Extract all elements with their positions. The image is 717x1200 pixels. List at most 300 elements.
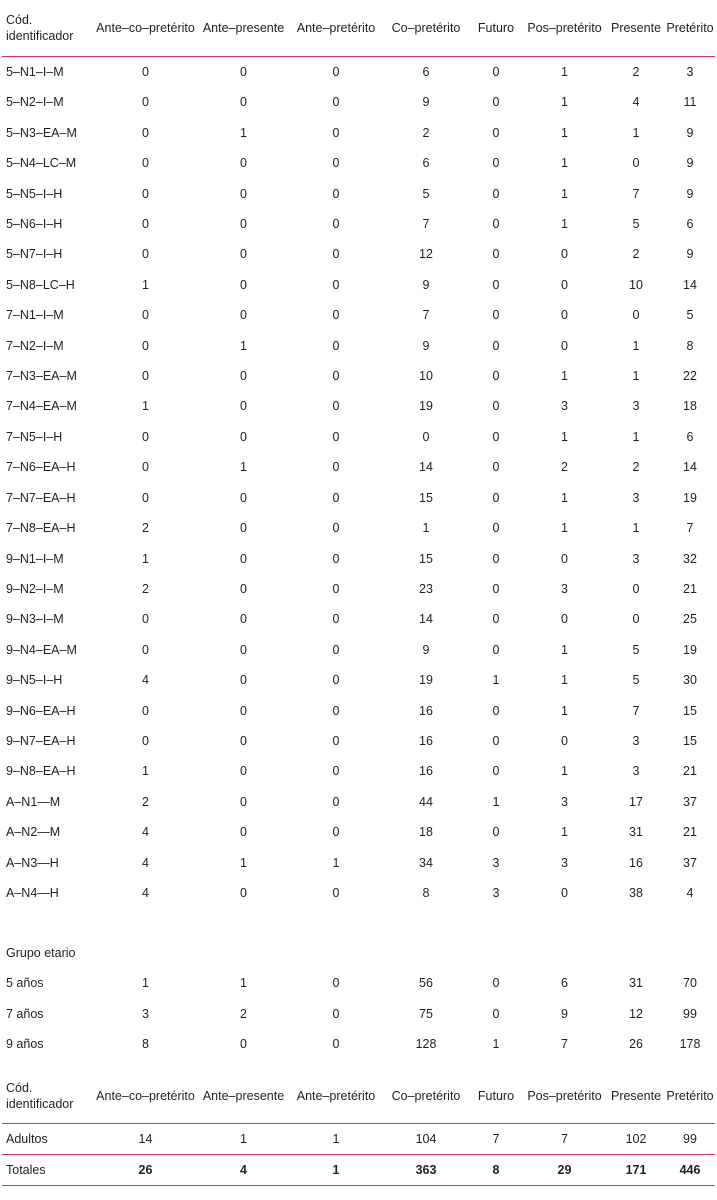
table-cell: 0 — [240, 612, 247, 627]
table-row — [2, 87, 715, 117]
table-cell: 0 — [240, 247, 247, 262]
table-cell: 99 — [683, 1006, 697, 1021]
table-cell: 0 — [240, 156, 247, 171]
table-cell: 0 — [492, 460, 500, 475]
table-cell: 7 — [561, 1037, 568, 1052]
table-cell: 0 — [240, 429, 247, 444]
table-row — [2, 878, 715, 908]
table-cell: 2 — [240, 1006, 247, 1021]
table-body — [2, 57, 715, 1060]
group-row — [2, 968, 715, 998]
row-label: A–N3—H — [6, 855, 59, 870]
table-cell: 171 — [607, 1154, 665, 1185]
table-cell: 7 — [470, 1123, 522, 1154]
table-row — [2, 270, 715, 300]
table-cell: 0 — [492, 521, 500, 536]
table-cell: 0 — [561, 277, 568, 292]
table-cell: 3 — [561, 855, 568, 870]
table-cell: 0 — [332, 885, 340, 900]
table-cell: 0 — [632, 308, 640, 323]
table-cell: 1 — [561, 703, 568, 718]
table-cell: 0 — [332, 217, 340, 232]
table-cell: 1 — [290, 1154, 382, 1185]
row-label: 9–N7–EA–H — [6, 733, 76, 748]
table-cell: 9 — [422, 95, 430, 110]
row-label: 5–N2–I–M — [6, 95, 64, 110]
table-cell: 30 — [683, 673, 697, 688]
table-cell: 26 — [94, 1154, 197, 1185]
row-label: 5–N7–I–H — [6, 247, 63, 262]
table-cell: 7 — [522, 1123, 607, 1154]
table-cell: 6 — [561, 976, 568, 991]
summary-header-row — [2, 1070, 715, 1124]
spacer-row — [2, 908, 715, 938]
table-cell: 0 — [240, 277, 247, 292]
table-cell: 6 — [686, 217, 694, 232]
table-cell: 4 — [142, 885, 149, 900]
table-cell: 0 — [332, 551, 340, 566]
table-row — [2, 118, 715, 148]
table-header-row — [2, 0, 715, 57]
col-header-pos-preterito: Pos–pretérito — [522, 0, 607, 57]
table-cell: 1 — [561, 429, 568, 444]
table-cell: 2 — [632, 247, 640, 262]
table-cell: 0 — [142, 308, 149, 323]
table-cell: 1 — [142, 764, 149, 779]
table-cell: 1 — [632, 125, 640, 140]
table-cell: 9 — [686, 125, 694, 140]
group-row — [2, 1029, 715, 1059]
table-cell: 0 — [240, 703, 247, 718]
table-cell: 0 — [240, 581, 247, 596]
table-cell: 7 — [422, 217, 430, 232]
table-cell: 37 — [683, 855, 697, 870]
table-cell: 4 — [632, 95, 640, 110]
table-cell: 1 — [561, 825, 568, 840]
table-cell: 0 — [332, 369, 340, 384]
table-cell: 3 — [632, 490, 640, 505]
table-cell: 19 — [419, 399, 433, 414]
row-label: 9 años — [6, 1037, 44, 1052]
table-cell: 14 — [419, 460, 433, 475]
table-cell: 15 — [683, 703, 697, 718]
table-cell: 0 — [332, 825, 340, 840]
table-cell: 3 — [492, 885, 500, 900]
table-cell: 0 — [240, 65, 247, 79]
table-cell: 0 — [332, 460, 340, 475]
table-cell: 0 — [561, 247, 568, 262]
row-label: 5–N1–I–M — [6, 65, 64, 79]
table-cell: 70 — [683, 976, 697, 991]
table-cell: 178 — [679, 1037, 701, 1052]
row-label: A–N2—M — [6, 825, 61, 840]
table-row — [2, 696, 715, 726]
table-row — [2, 331, 715, 361]
table-row — [2, 513, 715, 543]
table-cell: 44 — [419, 794, 433, 809]
table-cell: 0 — [240, 551, 247, 566]
col-header-ante-presente: Ante–presente — [197, 1070, 290, 1124]
table-cell: 0 — [240, 308, 247, 323]
table-cell: 1 — [561, 65, 568, 79]
table-cell: 1 — [240, 125, 247, 140]
row-label: 7–N7–EA–H — [6, 490, 76, 505]
table-cell: 0 — [492, 217, 500, 232]
row-label: A–N4—H — [6, 885, 59, 900]
table-cell: 1 — [142, 551, 149, 566]
row-label: 5–N3–EA–M — [6, 125, 77, 140]
row-label: 7 años — [6, 1006, 44, 1021]
table-cell: 0 — [332, 247, 340, 262]
table-cell: 0 — [332, 156, 340, 171]
table-cell: 2 — [142, 581, 149, 596]
table-cell: 25 — [683, 612, 697, 627]
table-cell: 14 — [419, 612, 433, 627]
group-label-row — [2, 938, 715, 968]
table-cell: 0 — [332, 338, 340, 353]
table-cell: 0 — [332, 733, 340, 748]
table-cell: 15 — [419, 490, 433, 505]
col-header-ante-preterito: Ante–pretérito — [290, 1070, 382, 1124]
table-cell: 0 — [492, 156, 500, 171]
table-cell: 9 — [561, 1006, 568, 1021]
row-label: 5–N5–I–H — [6, 186, 63, 201]
table-cell: 9 — [686, 186, 694, 201]
table-cell: 1 — [561, 95, 568, 110]
table-cell: 6 — [686, 429, 694, 444]
table-cell: 38 — [629, 885, 643, 900]
table-cell: 1 — [422, 521, 430, 536]
table-cell: 9 — [686, 156, 694, 171]
table-cell: 1 — [561, 764, 568, 779]
group-row — [2, 999, 715, 1029]
table-cell: 10 — [629, 277, 643, 292]
table-row — [2, 239, 715, 269]
table-cell: 0 — [492, 733, 500, 748]
table-cell: 5 — [686, 308, 694, 323]
table-row — [2, 483, 715, 513]
table-cell: 3 — [492, 855, 500, 870]
table-cell: 0 — [332, 125, 340, 140]
table-cell: 104 — [382, 1123, 470, 1154]
table-cell: 19 — [419, 673, 433, 688]
table-cell: 0 — [492, 308, 500, 323]
table-cell: 3 — [632, 733, 640, 748]
table-cell: 1 — [632, 429, 640, 444]
table-cell: 363 — [382, 1154, 470, 1185]
table-cell: 0 — [332, 429, 340, 444]
table-cell: 0 — [142, 460, 149, 475]
table-cell: 9 — [422, 338, 430, 353]
table-cell: 0 — [142, 429, 149, 444]
table-cell: 0 — [332, 642, 340, 657]
table-cell: 0 — [142, 247, 149, 262]
table-cell: 75 — [419, 1006, 433, 1021]
table-cell: 0 — [240, 825, 247, 840]
table-cell: 7 — [422, 308, 430, 323]
table-cell: 2 — [632, 460, 640, 475]
table-cell: 0 — [142, 65, 149, 79]
table-cell: 0 — [240, 399, 247, 414]
group-label: Grupo etario — [6, 946, 76, 961]
table-row — [2, 756, 715, 786]
table-cell: 2 — [142, 794, 149, 809]
table-cell: 21 — [683, 581, 697, 596]
table-cell: 16 — [419, 764, 433, 779]
table-cell: 31 — [629, 825, 643, 840]
table-row — [2, 57, 715, 88]
table-cell: 18 — [683, 399, 697, 414]
table-cell: 1 — [240, 855, 247, 870]
col-header-presente: Presente — [607, 0, 665, 57]
table-cell: 3 — [561, 399, 568, 414]
table-cell: 0 — [240, 642, 247, 657]
table-cell: 1 — [197, 1123, 290, 1154]
col-header-ante-co-preterito: Ante–co–pretérito — [94, 1070, 197, 1124]
summary-body — [2, 1123, 715, 1185]
table-cell: 0 — [632, 156, 640, 171]
table-row — [2, 391, 715, 421]
table-cell: 0 — [240, 217, 247, 232]
row-label: 9–N1–I–M — [6, 551, 64, 566]
table-cell: 0 — [240, 521, 247, 536]
row-label: 9–N3–I–M — [6, 612, 64, 627]
table-cell: 0 — [561, 551, 568, 566]
table-cell: 0 — [240, 764, 247, 779]
table-row — [2, 422, 715, 452]
table-cell: 0 — [332, 521, 340, 536]
table-cell: 4 — [197, 1154, 290, 1185]
table-row — [2, 361, 715, 391]
table-cell: 12 — [629, 1006, 643, 1021]
table-cell: 19 — [683, 490, 697, 505]
table-cell: 10 — [419, 369, 433, 384]
table-cell: 0 — [632, 581, 640, 596]
table-cell: 1 — [561, 642, 568, 657]
table-cell: 0 — [332, 1037, 340, 1052]
table-cell: 0 — [142, 338, 149, 353]
table-cell: 16 — [629, 855, 643, 870]
table-cell: 1 — [142, 976, 149, 991]
row-label: 9–N2–I–M — [6, 581, 64, 596]
table-cell: 1 — [632, 369, 640, 384]
table-cell: 3 — [632, 551, 640, 566]
table-cell: 6 — [422, 156, 430, 171]
table-cell: 0 — [240, 186, 247, 201]
table-cell: 7 — [632, 703, 640, 718]
row-label: 9–N8–EA–H — [6, 764, 76, 779]
table-cell: 0 — [561, 885, 568, 900]
table-cell: 6 — [422, 65, 430, 79]
table-cell: 1 — [561, 156, 568, 171]
table-cell: 0 — [240, 885, 247, 900]
table-cell: 18 — [419, 825, 433, 840]
table-cell: 1 — [561, 673, 568, 688]
table-cell: 3 — [142, 1006, 149, 1021]
table-cell: 0 — [492, 612, 500, 627]
table-cell: 0 — [492, 277, 500, 292]
table-cell: 22 — [683, 369, 697, 384]
table-cell: 1 — [290, 1123, 382, 1154]
table-cell: 1 — [240, 976, 247, 991]
table-cell: 0 — [240, 673, 247, 688]
table-cell: 0 — [492, 1006, 500, 1021]
table-cell: 1 — [561, 490, 568, 505]
row-label: Totales — [2, 1154, 94, 1185]
table-cell: 0 — [332, 1006, 340, 1021]
table-cell: 5 — [632, 642, 640, 657]
table-cell: 1 — [240, 338, 247, 353]
table-cell: 0 — [492, 703, 500, 718]
table-cell: 5 — [632, 217, 640, 232]
table-cell: 0 — [142, 490, 149, 505]
col-header-pos-preterito: Pos–pretérito — [522, 1070, 607, 1124]
table-cell: 17 — [629, 794, 643, 809]
table-cell: 4 — [142, 855, 149, 870]
table-cell: 56 — [419, 976, 433, 991]
table-cell: 3 — [632, 399, 640, 414]
table-row — [2, 817, 715, 847]
table-cell: 99 — [665, 1123, 715, 1154]
table-cell: 0 — [332, 764, 340, 779]
table-cell: 0 — [240, 733, 247, 748]
table-cell: 8 — [686, 338, 694, 353]
table-cell: 128 — [415, 1037, 437, 1052]
table-cell: 0 — [492, 490, 500, 505]
table-cell: 4 — [142, 825, 149, 840]
table-cell: 4 — [142, 673, 149, 688]
table-cell: 1 — [561, 186, 568, 201]
table-cell: 0 — [142, 125, 149, 140]
table-row — [2, 544, 715, 574]
col-header-futuro: Futuro — [470, 1070, 522, 1124]
table-cell: 37 — [683, 794, 697, 809]
table-cell: 31 — [629, 976, 643, 991]
table-cell: 0 — [142, 703, 149, 718]
table-cell: 0 — [240, 794, 247, 809]
table-cell: 3 — [561, 581, 568, 596]
table-cell: 1 — [240, 460, 247, 475]
table-row — [2, 787, 715, 817]
table-cell: 0 — [492, 429, 500, 444]
table-cell: 0 — [240, 490, 247, 505]
col-header-co-preterito: Co–pretérito — [382, 0, 470, 57]
table-cell: 102 — [607, 1123, 665, 1154]
table-row — [2, 209, 715, 239]
col-header-ante-co-preterito: Ante–co–pretérito — [94, 0, 197, 57]
row-label: 9–N5–I–H — [6, 673, 63, 688]
table-cell: 0 — [142, 217, 149, 232]
table-cell: 9 — [686, 247, 694, 262]
table-cell: 0 — [492, 65, 500, 79]
table-cell: 16 — [419, 703, 433, 718]
table-cell: 0 — [332, 490, 340, 505]
table-cell: 1 — [561, 521, 568, 536]
table-cell: 0 — [492, 399, 500, 414]
table-cell: 23 — [419, 581, 433, 596]
summary-table — [2, 1070, 715, 1186]
adultos-row — [2, 1123, 715, 1154]
row-label: 5 años — [6, 976, 44, 991]
row-label: 7–N4–EA–M — [6, 399, 77, 414]
row-label: 7–N1–I–M — [6, 308, 64, 323]
table-cell: 9 — [422, 642, 430, 657]
col-header-presente: Presente — [607, 1070, 665, 1124]
table-cell: 1 — [561, 369, 568, 384]
table-cell: 0 — [142, 733, 149, 748]
table-cell: 1 — [632, 338, 640, 353]
table-cell: 0 — [332, 95, 340, 110]
table-cell: 0 — [492, 338, 500, 353]
row-label: 5–N6–I–H — [6, 217, 63, 232]
table-cell: 446 — [665, 1154, 715, 1185]
table-cell: 2 — [142, 521, 149, 536]
table-cell: 21 — [683, 825, 697, 840]
table-cell: 0 — [332, 399, 340, 414]
row-label: 7–N2–I–M — [6, 338, 64, 353]
table-cell: 0 — [492, 581, 500, 596]
table-row — [2, 665, 715, 695]
table-cell: 0 — [142, 612, 149, 627]
table-cell: 16 — [419, 733, 433, 748]
table-cell: 0 — [240, 95, 247, 110]
table-row — [2, 179, 715, 209]
table-cell: 0 — [492, 369, 500, 384]
table-cell: 1 — [142, 399, 149, 414]
table-cell: 0 — [492, 976, 500, 991]
table-cell: 0 — [332, 703, 340, 718]
table-cell: 0 — [332, 612, 340, 627]
table-cell: 8 — [470, 1154, 522, 1185]
table-cell: 2 — [632, 65, 640, 79]
table-cell: 15 — [683, 733, 697, 748]
table-cell: 0 — [240, 369, 247, 384]
table-cell: 1 — [492, 673, 500, 688]
table-cell: 0 — [142, 186, 149, 201]
col-header-preterito: Pretérito — [665, 0, 715, 57]
table-cell: 0 — [561, 733, 568, 748]
col-header-co-preterito: Co–pretérito — [382, 1070, 470, 1124]
table-cell: 12 — [419, 247, 433, 262]
table-cell: 0 — [332, 65, 340, 79]
table-cell: 0 — [492, 125, 500, 140]
table-cell: 0 — [240, 1037, 247, 1052]
table-cell: 0 — [561, 612, 568, 627]
table-cell: 7 — [686, 521, 694, 536]
table-cell: 7 — [632, 186, 640, 201]
table-row — [2, 604, 715, 634]
row-label: Adultos — [2, 1123, 94, 1154]
table-cell: 32 — [683, 551, 697, 566]
table-row — [2, 726, 715, 756]
table-cell: 21 — [683, 764, 697, 779]
table-cell: 1 — [492, 794, 500, 809]
table-cell: 9 — [422, 277, 430, 292]
row-label: 9–N4–EA–M — [6, 642, 77, 657]
table-cell: 1 — [332, 855, 340, 870]
table-cell: 26 — [629, 1037, 643, 1052]
table-cell: 0 — [422, 429, 430, 444]
table-cell: 0 — [332, 581, 340, 596]
table-cell: 0 — [561, 338, 568, 353]
table-cell: 0 — [142, 642, 149, 657]
col-header-preterito: Pretérito — [665, 1070, 715, 1124]
table-cell: 0 — [632, 612, 640, 627]
table-cell: 0 — [492, 186, 500, 201]
table-cell: 0 — [492, 764, 500, 779]
row-label: 9–N6–EA–H — [6, 703, 76, 718]
table-row — [2, 848, 715, 878]
